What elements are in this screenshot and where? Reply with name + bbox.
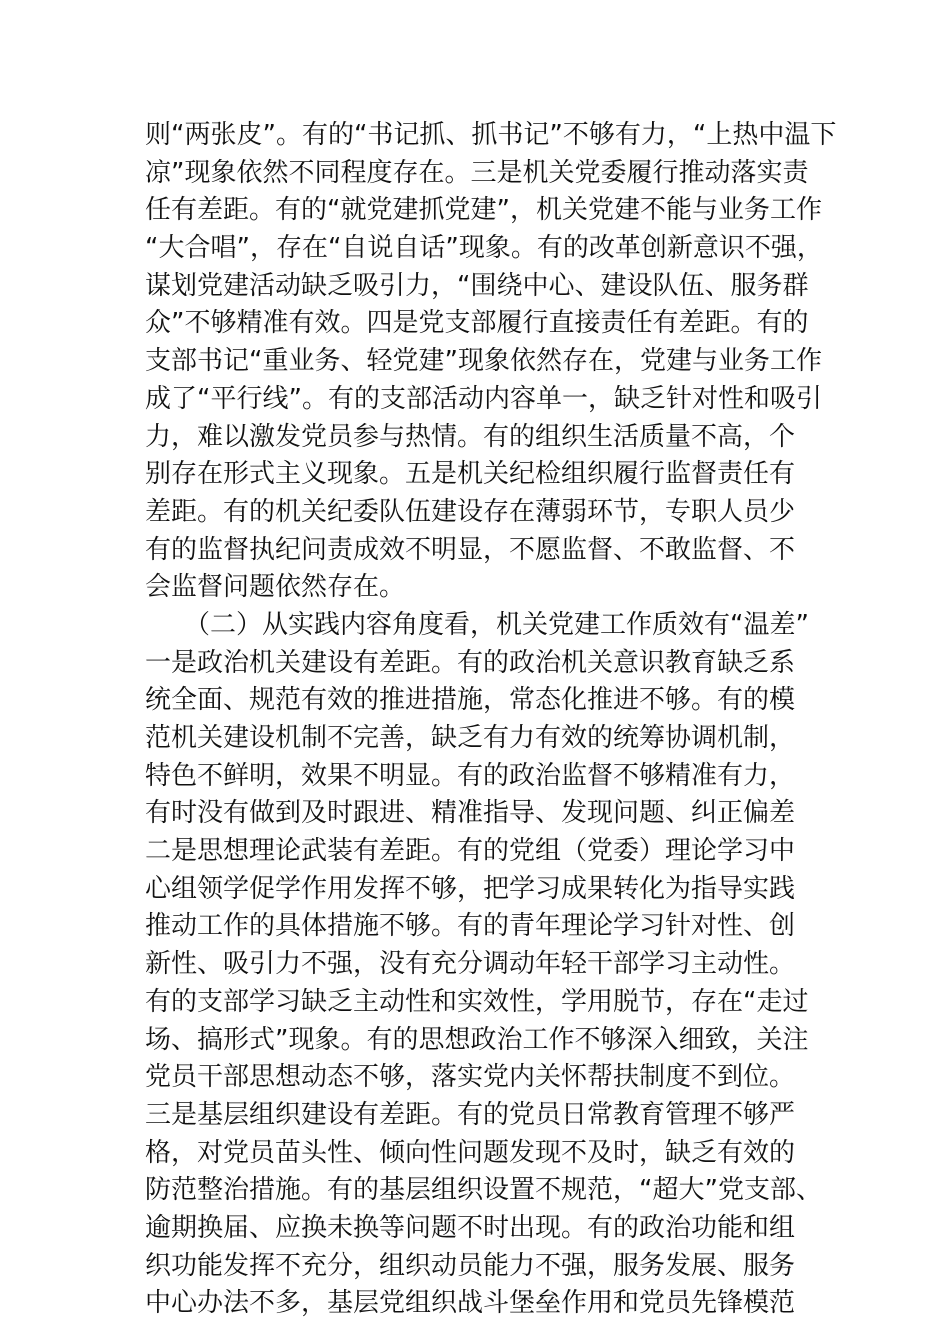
text-line: 党员干部思想动态不够，落实党内关怀帮扶制度不到位。 [145,1062,796,1093]
text-line: 格，对党员苗头性、倾向性问题发现不及时，缺乏有效的 [145,1137,796,1168]
text-line: 中心办法不多，基层党组织战斗堡垒作用和党员先锋模范 [145,1288,796,1319]
text-line: 场、搞形式”现象。有的思想政治工作不够深入细致，关注 [145,1024,809,1055]
text-line: 则“两张皮”。有的“书记抓、抓书记”不够有力，“上热中温下 [145,120,837,150]
text-line: 新性、吸引力不强，没有充分调动年轻干部学习主动性。 [145,949,796,980]
text-line: 织功能发挥不充分，组织动员能力不强，服务发展、服务 [145,1250,796,1281]
text-line: 二是思想理论武装有差距。有的党组（党委）理论学习中 [145,836,796,867]
text-line: 支部书记“重业务、轻党建”现象依然存在，党建与业务工作 [145,346,822,377]
text-line: 众”不够精准有效。四是党支部履行直接责任有差距。有的 [145,308,809,339]
text-line: “大合唱”，存在“自说自话”现象。有的改革创新意识不强， [145,233,823,264]
text-line: 任有差距。有的“就党建抓党建”，机关党建不能与业务工作 [145,195,822,226]
text-line: 逾期换届、应换未换等问题不时出现。有的政治功能和组 [145,1212,796,1243]
text-line: 有的支部学习缺乏主动性和实效性，学用脱节，存在“走过 [145,986,809,1017]
text-line: 谋划党建活动缺乏吸引力，“围绕中心、建设队伍、服务群 [145,270,809,301]
text-line: 三是基层组织建设有差距。有的党员日常教育管理不够严 [145,1099,796,1130]
text-line: 差距。有的机关纪委队伍建设存在薄弱环节，专职人员少 [145,496,796,527]
text-line: 别存在形式主义现象。五是机关纪检组织履行监督责任有 [145,459,796,490]
section-heading-line: （二）从实践内容角度看，机关党建工作质效有“温差” [145,609,809,640]
text-line: 有的监督执纪问责成效不明显，不愿监督、不敢监督、不 [145,534,796,565]
text-line: 凉”现象依然不同程度存在。三是机关党委履行推动落实责 [145,157,809,188]
text-line: 统全面、规范有效的推进措施，常态化推进不够。有的模 [145,685,796,716]
text-line: 心组领学促学作用发挥不够，把学习成果转化为指导实践 [145,873,796,904]
text-line: 范机关建设机制不完善，缺乏有力有效的统筹协调机制， [145,723,796,753]
body-text [145,117,837,1323]
text-line: 防范整治措施。有的基层组织设置不规范，“超大”党支部、 [145,1175,822,1206]
text-line: 会监督问题依然存在。 [145,572,406,603]
text-line: 力，难以激发党员参与热情。有的组织生活质量不高，个 [145,421,796,452]
text-line: 一是政治机关建设有差距。有的政治机关意识教育缺乏系 [145,647,796,678]
text-line: 推动工作的具体措施不够。有的青年理论学习针对性、创 [145,911,796,942]
text-line: 特色不鲜明，效果不明显。有的政治监督不够精准有力， [145,760,796,791]
text-line: 成了“平行线”。有的支部活动内容单一，缺乏针对性和吸引 [145,383,822,414]
text-line: 有时没有做到及时跟进、精准指导、发现问题、纠正偏差 [145,798,796,829]
